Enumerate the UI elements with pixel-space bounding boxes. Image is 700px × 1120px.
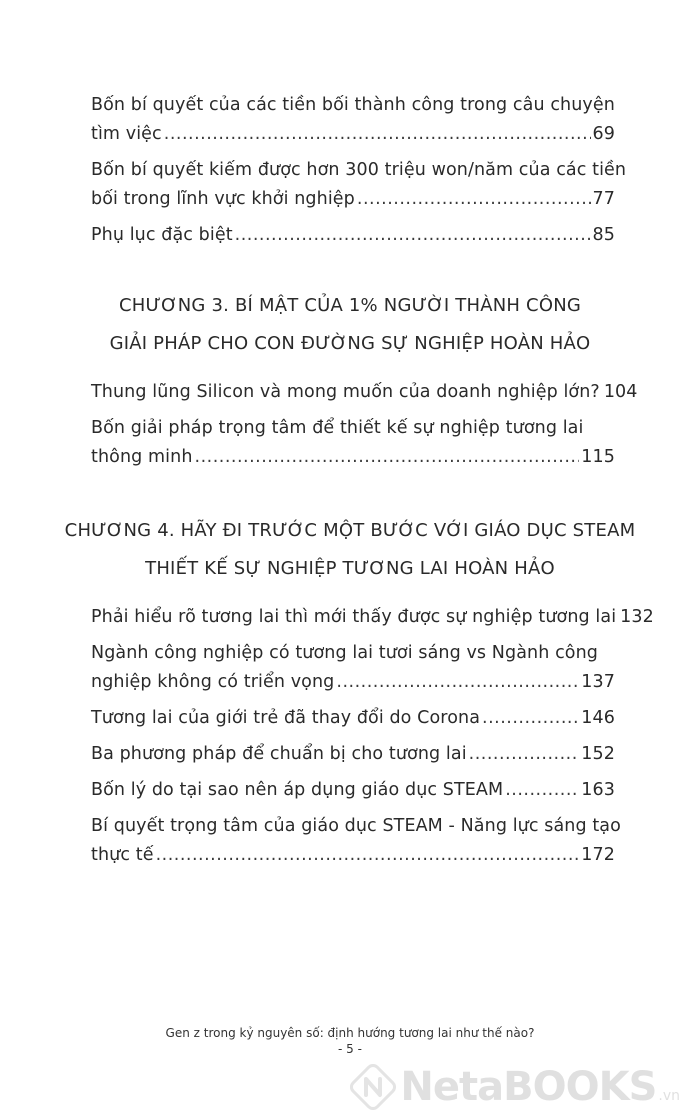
chapter-heading xyxy=(60,287,640,363)
dot-leader xyxy=(195,443,580,472)
toc-entry-title: Phụ lục đặc biệt xyxy=(91,225,233,245)
toc-entry-title-line1: Bốn giải pháp trọng tâm để thiết kế sự nghiệp tương lai xyxy=(91,418,584,438)
toc-entry-title: Phải hiểu rõ tương lai thì mới thấy được sự nghiệp tương lai xyxy=(91,607,617,627)
toc-entry-page: 137 xyxy=(581,672,615,692)
chapter-heading-line1: CHƯƠNG 3. BÍ MẬT CỦA 1% NGƯỜI THÀNH CÔNG xyxy=(118,295,582,316)
toc-entry[interactable] xyxy=(91,776,615,805)
netabooks-watermark xyxy=(350,1064,680,1110)
dot-leader xyxy=(164,120,591,149)
dot-leader xyxy=(357,185,591,214)
dot-leader xyxy=(156,841,580,870)
dot-leader xyxy=(235,221,591,250)
toc-entry-title-line2: thực tế xyxy=(91,845,154,865)
toc-entry-page: 104 xyxy=(603,382,638,402)
page-number: - 5 - xyxy=(338,1042,362,1056)
toc-entry-page: 77 xyxy=(592,189,615,209)
dot-leader xyxy=(505,776,579,805)
running-footer xyxy=(0,1026,700,1056)
toc-entry-page: 163 xyxy=(581,780,615,800)
toc-entry-title-line2: tìm việc xyxy=(91,124,162,144)
toc-entry-page: 172 xyxy=(581,845,615,865)
chapter-heading-line2: THIẾT KẾ SỰ NGHIỆP TƯƠNG LAI HOÀN HẢO xyxy=(145,558,555,579)
dot-leader xyxy=(482,704,579,733)
toc-section-chapter4 xyxy=(91,603,654,870)
toc-entry-title-line1: Bốn bí quyết của các tiền bối thành công trong câu chuyện xyxy=(91,95,615,115)
toc-entry[interactable] xyxy=(91,91,615,149)
toc-section-chapter3 xyxy=(91,378,638,472)
toc-entry-title: Thung lũng Silicon và mong muốn của doanh nghiệp lớn? xyxy=(91,382,600,402)
toc-section-top xyxy=(91,91,627,250)
chapter-heading-line2: GIẢI PHÁP CHO CON ĐƯỜNG SỰ NGHIỆP HOÀN HẢO xyxy=(109,333,591,354)
toc-entry-title: Ba phương pháp để chuẩn bị cho tương lai xyxy=(91,744,467,764)
toc-entry[interactable] xyxy=(91,603,654,632)
toc-entry-page: 132 xyxy=(620,607,654,627)
toc-entry-page: 69 xyxy=(592,124,615,144)
toc-entry-page: 85 xyxy=(592,225,615,245)
toc-entry[interactable] xyxy=(91,378,638,407)
toc-entry[interactable] xyxy=(91,221,615,250)
toc-entry-title-line1: Ngành công nghiệp có tương lai tươi sáng vs Ngành công xyxy=(91,643,598,663)
toc-entry-title-line1: Bốn bí quyết kiếm được hơn 300 triệu won/năm của các tiền xyxy=(91,160,627,180)
toc-entry-title-line2: thông minh xyxy=(91,447,193,467)
toc-entry-title: Bốn lý do tại sao nên áp dụng giáo dục STEAM xyxy=(91,780,504,800)
toc-entry[interactable] xyxy=(91,156,627,214)
toc-entry-page: 152 xyxy=(581,744,615,764)
toc-entry-title-line2: nghiệp không có triển vọng xyxy=(91,672,335,692)
watermark-suffix: .vn xyxy=(658,1088,680,1104)
chapter-heading xyxy=(60,512,640,588)
toc-entry-title-line2: bối trong lĩnh vực khởi nghiệp xyxy=(91,189,355,209)
dot-leader xyxy=(469,740,580,769)
neta-logo-icon xyxy=(350,1064,396,1110)
toc-entry-title: Tương lai của giới trẻ đã thay đổi do Corona xyxy=(91,708,481,728)
chapter-heading-line1: CHƯƠNG 4. HÃY ĐI TRƯỚC MỘT BƯỚC VỚI GIÁO DỤC STEAM xyxy=(64,520,636,541)
toc-entry[interactable] xyxy=(91,704,615,733)
toc-entry[interactable] xyxy=(91,740,615,769)
dot-leader xyxy=(336,668,579,697)
toc-entry[interactable] xyxy=(91,414,615,472)
toc-entry-page: 146 xyxy=(581,708,615,728)
toc-entry-page: 115 xyxy=(581,447,615,467)
book-title-footer: Gen z trong kỷ nguyên số: định hướng tương lai như thế nào? xyxy=(165,1026,535,1040)
toc-entry[interactable] xyxy=(91,639,615,697)
toc-entry[interactable] xyxy=(91,812,621,870)
watermark-brand: NetaBOOKS xyxy=(400,1064,657,1110)
toc-entry-title-line1: Bí quyết trọng tâm của giáo dục STEAM - Năng lực sáng tạo xyxy=(91,816,621,836)
